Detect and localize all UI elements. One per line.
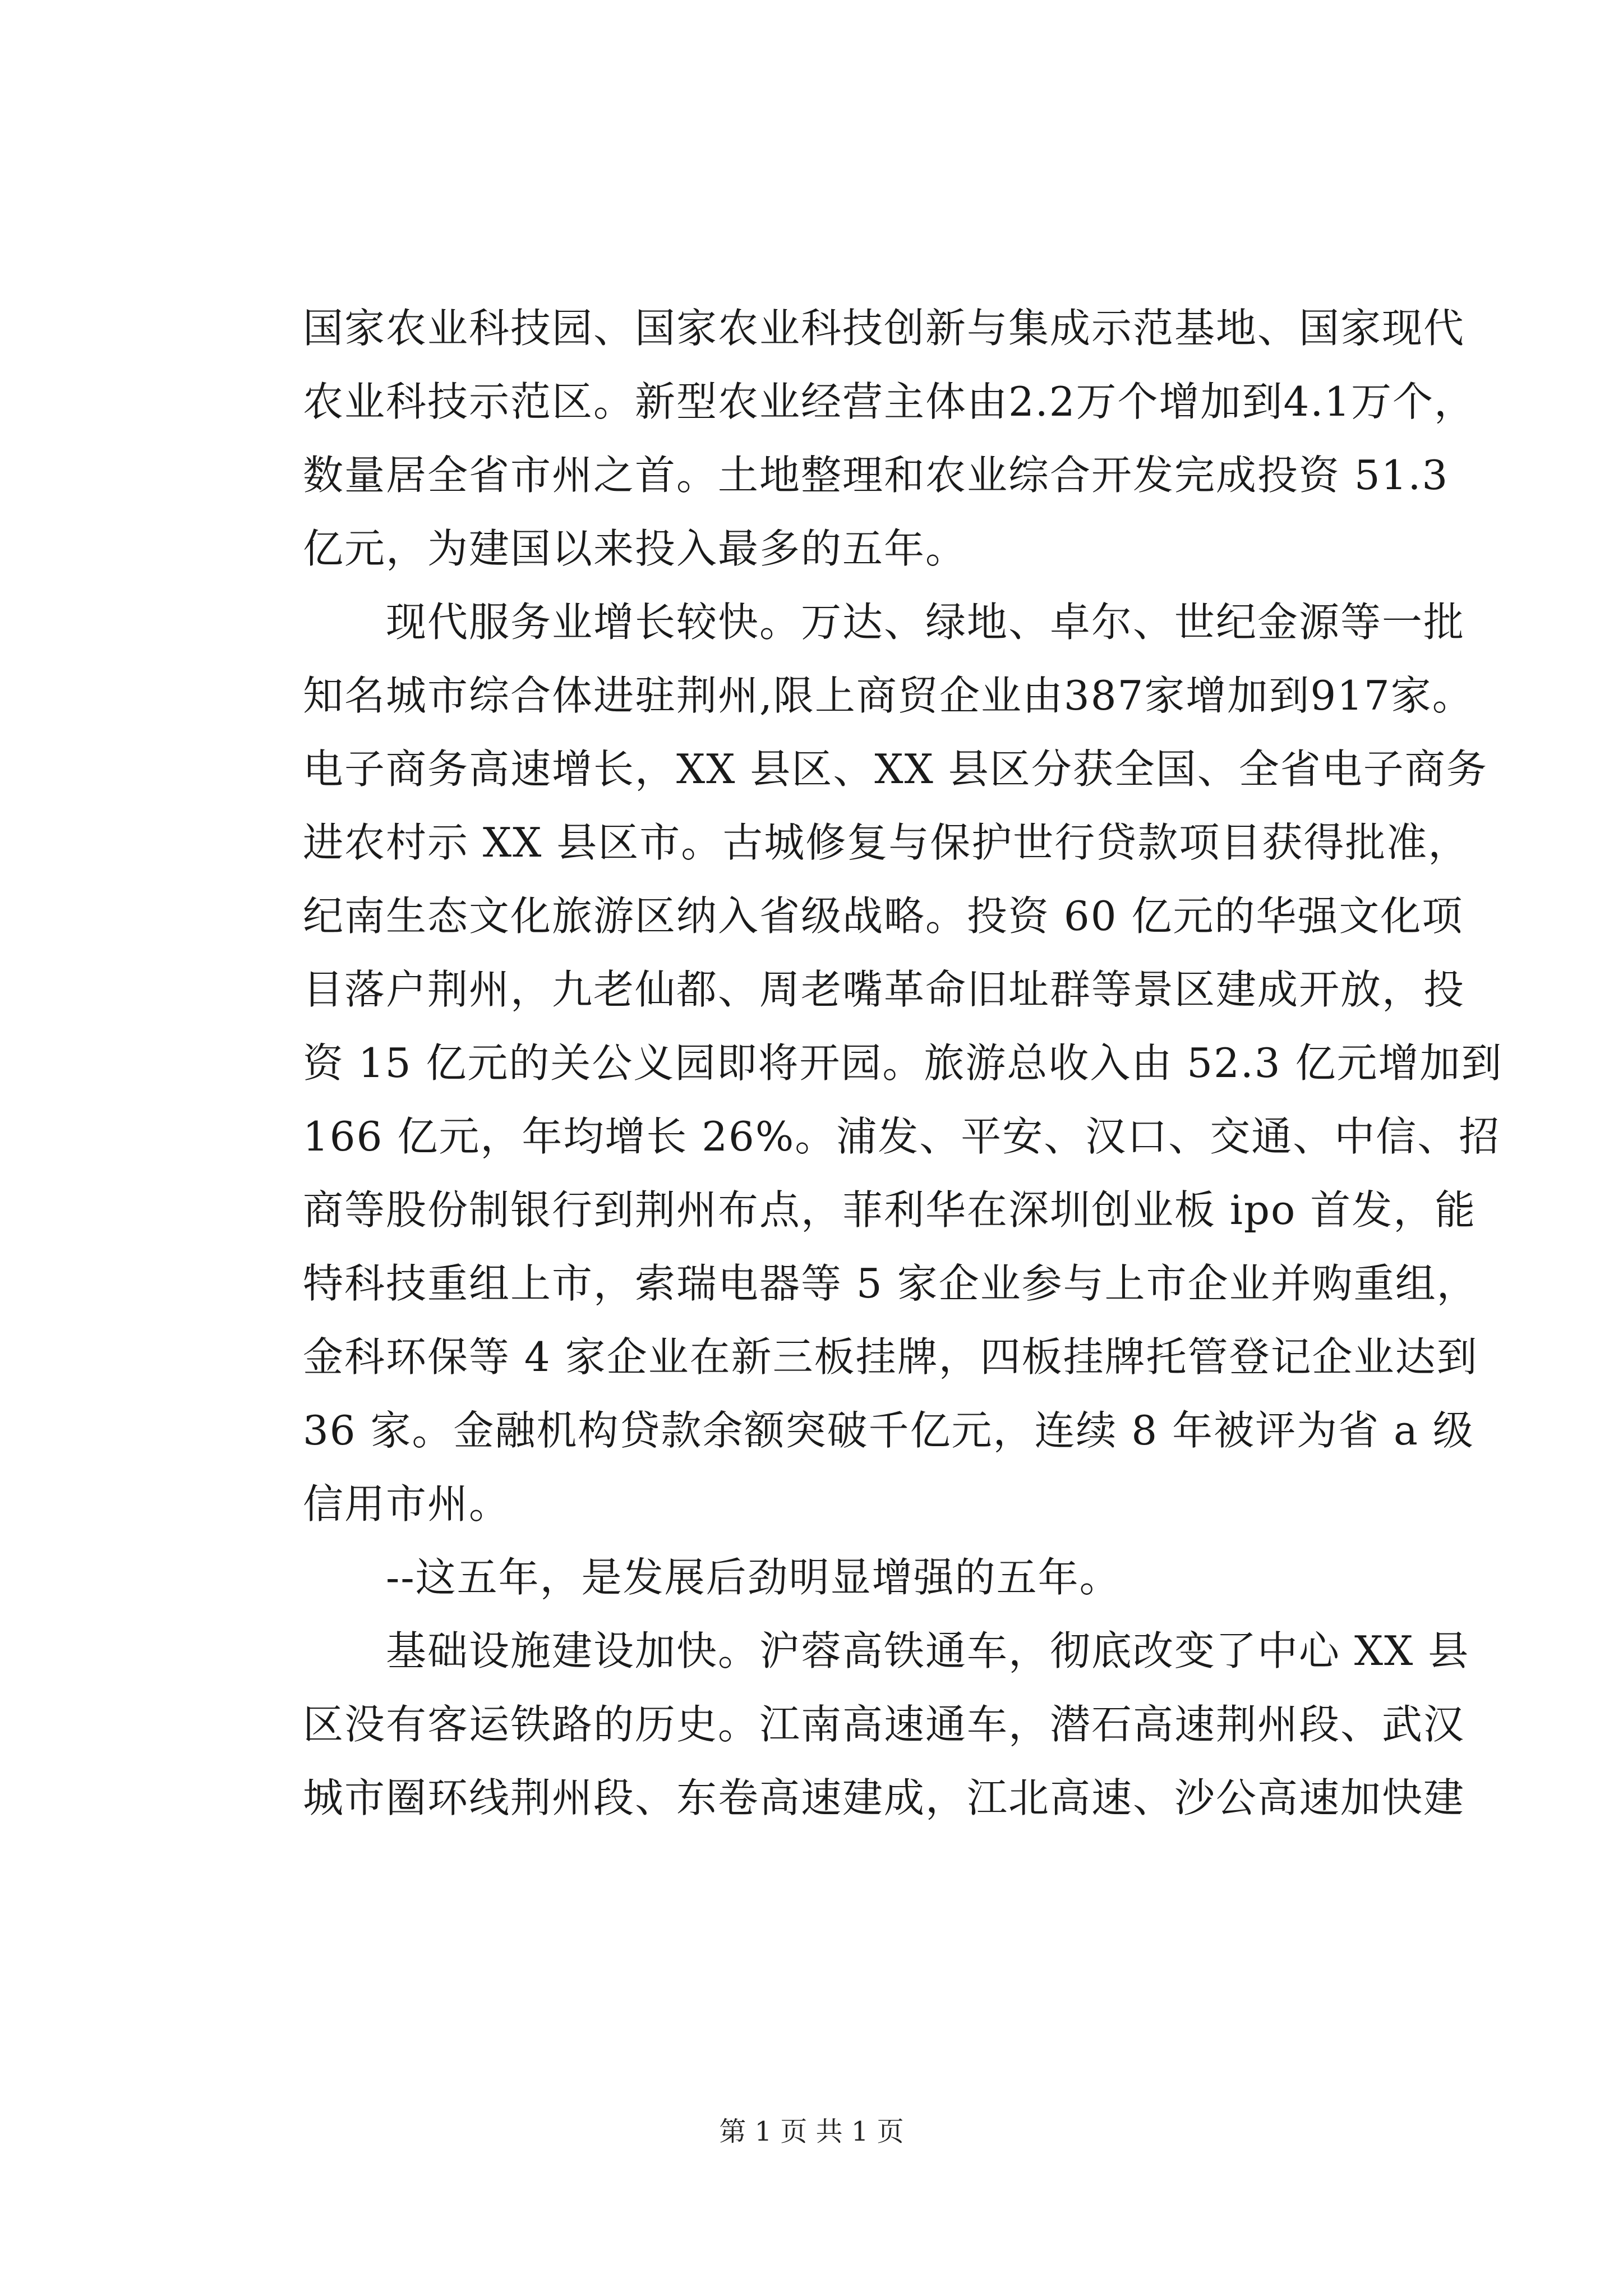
text-line: 166 亿元，年均增长 26%。浦发、平安、汉口、交通、中信、招 bbox=[303, 1113, 1501, 1160]
text-line: 区没有客运铁路的历史。江南高速通车，潜石高速荆州段、武汉 bbox=[303, 1701, 1465, 1748]
text-line: 信用市州。 bbox=[303, 1480, 511, 1527]
text-line: 现代服务业增长较快。万达、绿地、卓尔、世纪金源等一批 bbox=[303, 599, 1465, 646]
text-line: 国家农业科技园、国家农业科技创新与集成示范基地、国家现代 bbox=[303, 305, 1465, 352]
text-line: 商等股份制银行到荆州布点，菲利华在深圳创业板 ipo 首发，能 bbox=[303, 1186, 1477, 1234]
text-line: 36 家。金融机构贷款余额突破千亿元，连续 8 年被评为省 a 级 bbox=[303, 1407, 1474, 1454]
text-line: 知名城市综合体进驻荆州,限上商贸企业由387家增加到917家。 bbox=[303, 672, 1474, 719]
text-line: 进农村示 XX 县区市。古城修复与保护世行贷款项目获得批准， bbox=[303, 819, 1470, 866]
page-number-label: 第 1 页 共 1 页 bbox=[719, 2116, 904, 2147]
text-line: 数量居全省市州之首。土地整理和农业综合开发完成投资 51.3 bbox=[303, 452, 1449, 499]
text-line: 特科技重组上市，索瑞电器等 5 家企业参与上市企业并购重组， bbox=[303, 1260, 1478, 1307]
document-body bbox=[303, 292, 1503, 1835]
text-line: 农业科技示范区。新型农业经营主体由2.2万个增加到4.1万个， bbox=[303, 378, 1476, 425]
text-line: 资 15 亿元的关公义园即将开园。旅游总收入由 52.3 亿元增加到 bbox=[303, 1039, 1503, 1087]
text-line: 纪南生态文化旅游区纳入省级战略。投资 60 亿元的华强文化项 bbox=[303, 892, 1464, 940]
text-line: 基础设施建设加快。沪蓉高铁通车，彻底改变了中心 XX 县 bbox=[303, 1627, 1470, 1674]
text-line: 金科环保等 4 家企业在新三板挂牌，四板挂牌托管登记企业达到 bbox=[303, 1333, 1478, 1381]
text-line: --这五年，是发展后劲明显增强的五年。 bbox=[303, 1554, 1121, 1601]
text-line: 目落户荆州，九老仙都、周老嘴革命旧址群等景区建成开放，投 bbox=[303, 966, 1465, 1013]
text-line: 亿元，为建国以来投入最多的五年。 bbox=[303, 525, 967, 572]
page-footer bbox=[0, 2109, 1623, 2154]
text-line: 电子商务高速增长，XX 县区、XX 县区分获全国、全省电子商务 bbox=[303, 746, 1488, 793]
text-line: 城市圈环线荆州段、东卷高速建成，江北高速、沙公高速加快建 bbox=[303, 1774, 1465, 1821]
